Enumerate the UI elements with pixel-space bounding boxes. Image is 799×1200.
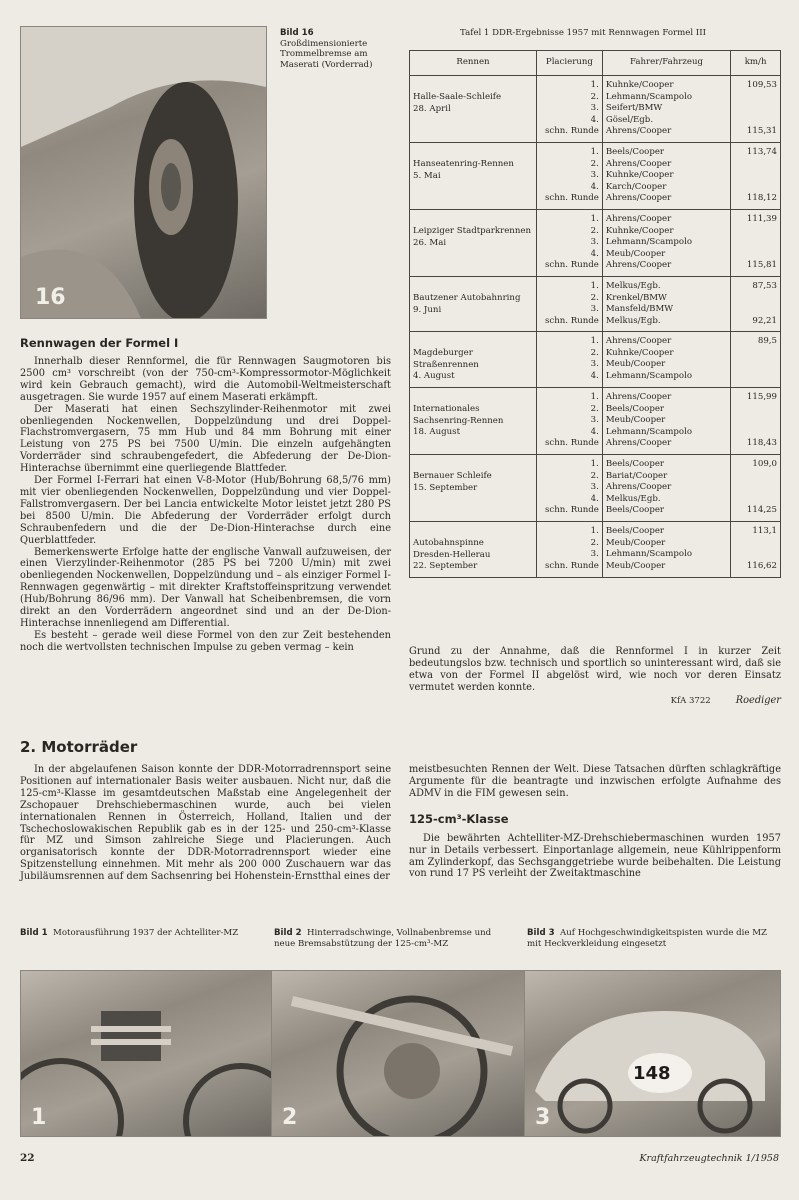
- placement-cell-line: 1.: [590, 80, 599, 90]
- caption-title: Bild 3: [527, 928, 555, 938]
- placement-cell: [536, 455, 602, 522]
- race-cell-line: 4. August: [413, 371, 455, 382]
- paragraph: Die bewährten Achtelliter-MZ-Drehschiebermaschinen wurden 1957 nur in Details verbessert. Einportanlage allgemein, neue Kühlrippenform am Zylinderkopf, das Sechsganggetriebe wurde beibehalten. Die Leistung von rund 17 PS verleiht der Zweitaktmaschine: [409, 832, 781, 880]
- speed-cell-line: [734, 249, 777, 261]
- table-row: [410, 276, 781, 331]
- placement-cell-line: 4.: [590, 493, 599, 504]
- placement-cell-line: schn. Runde: [544, 315, 599, 326]
- placement-cell-line: 4.: [590, 181, 599, 192]
- paragraph: Der Formel I-Ferrari hat einen V-8-Motor (Hub/Bohrung 68,5/76 mm) mit vier obenliegenden Nockenwellen, Doppelzündung und vier Doppel-Fallstromvergasern. Der bei Lancia entwickelte Motor leistet jetzt 280 PS bei 8500 U/min. Die Abfederung der Vorderräder erfolgt durch Schraubenfedern und die der De-Dion-Hinterachse durch eine Querblattfeder.: [20, 475, 391, 546]
- speed-cell-line: [734, 471, 777, 483]
- placement-cell-line: 1.: [590, 526, 599, 536]
- driver-cell-line: Beels/Cooper: [605, 526, 665, 536]
- race-cell-line: 22. September: [413, 561, 478, 572]
- caption-text: Hinterradschwinge, Vollnabenbremse und neue Bremsabstützung der 125-cm³-MZ: [274, 928, 492, 949]
- photo-number: 3: [535, 1105, 551, 1130]
- driver-cell-line: Seifert/BMW: [605, 103, 663, 114]
- driver-cell-line: Ahrens/Cooper: [605, 336, 672, 347]
- driver-cell: [602, 276, 730, 331]
- placement-cell-line: 2.: [590, 292, 599, 303]
- driver-cell-line: Beels/Cooper: [605, 146, 665, 157]
- race-cell: [410, 142, 537, 209]
- speed-cell-line: 115,99: [746, 392, 777, 403]
- driver-cell-line: Lehmann/Scampolo: [605, 91, 692, 102]
- photo-bild-16: [20, 26, 267, 319]
- formel-1-continuation: [409, 646, 781, 708]
- speed-cell-line: [734, 159, 777, 171]
- placement-cell-line: 3.: [590, 549, 599, 560]
- speed-cell-line: [734, 348, 777, 360]
- driver-cell-line: Kuhnke/Cooper: [605, 225, 674, 236]
- photo-bild-1: [20, 970, 272, 1137]
- speed-cell-line: [734, 304, 777, 316]
- driver-cell-line: Gösel/Egb.: [605, 114, 654, 125]
- driver-cell: [602, 76, 730, 143]
- speed-cell-line: [734, 92, 777, 104]
- race-cell-line: Sachsenring-Rennen: [413, 415, 504, 426]
- placement-cell-line: 4.: [590, 426, 599, 437]
- speed-cell-line: 113,1: [752, 526, 777, 536]
- race-cell-line: 5. Mai: [413, 170, 441, 181]
- speed-cell-line: [734, 549, 777, 561]
- speed-cell: [731, 455, 781, 522]
- placement-cell-line: 3.: [590, 359, 599, 370]
- race-cell-line: Leipziger Stadtparkrennen: [413, 225, 531, 236]
- caption-text: Motorausführung 1937 der Achtelliter-MZ: [53, 928, 239, 938]
- col-header-fahrer: Fahrer/Fahrzeug: [602, 51, 730, 76]
- placement-cell-line: 3.: [590, 304, 599, 315]
- race-cell-line: Hanseatenring-Rennen: [413, 158, 514, 169]
- placement-cell-line: 1.: [590, 146, 599, 157]
- driver-cell-line: Ahrens/Cooper: [605, 260, 672, 271]
- driver-cell-line: Melkus/Egb.: [605, 315, 661, 326]
- race-number-plate: 148: [633, 1063, 671, 1084]
- speed-cell-line: 113,74: [746, 146, 777, 157]
- speed-cell-line: 118,43: [746, 438, 777, 449]
- speed-cell-line: 109,53: [746, 80, 777, 90]
- race-cell: [410, 276, 537, 331]
- table-row: [410, 76, 781, 143]
- driver-cell-line: Ahrens/Cooper: [605, 158, 672, 169]
- photo-number: 16: [35, 285, 66, 310]
- speed-cell-line: [734, 237, 777, 249]
- article-author: Roediger: [735, 694, 781, 706]
- placement-cell-line: 4.: [590, 371, 599, 382]
- caption-bild-1: [20, 928, 265, 939]
- section-heading-motorraeder: 2. Motorräder: [20, 738, 138, 756]
- rear-wheel-illustration: [272, 971, 524, 1136]
- photo-bild-3: [524, 970, 781, 1137]
- driver-cell-line: Bariat/Cooper: [605, 470, 668, 481]
- driver-cell-line: Ahrens/Cooper: [605, 126, 672, 137]
- driver-cell-line: Ahrens/Cooper: [605, 193, 672, 204]
- driver-cell-line: Kuhnke/Cooper: [605, 347, 674, 358]
- col-header-placierung: Placierung: [536, 51, 602, 76]
- placement-cell-line: schn. Runde: [544, 193, 599, 204]
- table-row: [410, 142, 781, 209]
- table-row: [410, 522, 781, 578]
- speed-cell: [731, 142, 781, 209]
- speed-cell-line: 109,0: [752, 459, 777, 470]
- paragraph: Innerhalb dieser Rennformel, die für Rennwagen Saugmotoren bis 2500 cm³ vorschreibt (von der 750-cm³-Kompressormotor-Möglichkeit wird kein Gebrauch gemacht), wird die Automobil-Weltmeisterschaft ausgetragen. Sie wurde 1957 auf einem Maserati erkämpft.: [20, 356, 391, 403]
- placement-cell-line: 3.: [590, 237, 599, 248]
- caption-title: Bild 16: [280, 28, 314, 38]
- speed-cell-line: 115,81: [746, 260, 777, 271]
- journal-name: Kraftfahrzeugtechnik 1/1958: [639, 1153, 779, 1164]
- driver-cell: [602, 388, 730, 455]
- driver-cell-line: Beels/Cooper: [605, 505, 665, 516]
- race-cell-line: 26. Mai: [413, 237, 447, 248]
- speed-cell-line: 111,39: [746, 213, 777, 224]
- driver-cell: [602, 455, 730, 522]
- speed-cell-line: [734, 170, 777, 182]
- placement-cell-line: schn. Runde: [544, 560, 599, 571]
- driver-cell-line: Ahrens/Cooper: [605, 213, 672, 224]
- race-cell-line: 15. September: [413, 482, 478, 493]
- paragraph: meistbesuchten Rennen der Welt. Diese Tatsachen dürften schlagkräftige Argumente für die beantragte und inzwischen erfolgte Aufnahme des ADMV in die FIM gewesen sein.: [409, 764, 781, 799]
- section-heading-formel-1: Rennwagen der Formel I: [20, 336, 179, 350]
- placement-cell-line: 3.: [590, 103, 599, 114]
- speed-cell: [731, 276, 781, 331]
- article-signature: [409, 695, 781, 708]
- driver-cell-line: Ahrens/Cooper: [605, 438, 672, 449]
- placement-cell-line: 4.: [590, 248, 599, 259]
- race-cell-line: Autobahnspinne: [413, 538, 484, 548]
- race-cell-line: Bernauer Schleife: [413, 471, 492, 482]
- page-number: 22: [20, 1152, 35, 1164]
- racing-motorcycle-illustration: [525, 971, 780, 1136]
- race-cell-line: Bautzener Autobahnring: [413, 292, 521, 303]
- placement-cell: [536, 522, 602, 578]
- placement-cell-line: 3.: [590, 415, 599, 426]
- placement-cell-line: schn. Runde: [544, 505, 599, 516]
- driver-cell-line: Meub/Cooper: [605, 248, 666, 259]
- speed-cell: [731, 522, 781, 578]
- speed-cell: [731, 332, 781, 388]
- paragraph: Es besteht – gerade weil diese Formel von den zur Zeit bestehenden noch die wertvollsten technischen Impulse zu geben vermag – kein: [20, 629, 391, 653]
- table-row: [410, 455, 781, 522]
- speed-cell-line: [734, 115, 777, 127]
- driver-cell-line: Ahrens/Cooper: [605, 392, 672, 403]
- caption-bild-3: [527, 928, 781, 949]
- placement-cell-line: schn. Runde: [544, 260, 599, 271]
- driver-cell-line: Lehmann/Scampolo: [605, 237, 692, 248]
- speed-cell-line: [734, 482, 777, 494]
- placement-cell: [536, 276, 602, 331]
- race-cell: [410, 522, 537, 578]
- race-cell: [410, 332, 537, 388]
- placement-cell: [536, 332, 602, 388]
- motorraeder-left-column: [20, 764, 391, 883]
- placement-cell-line: 1.: [590, 336, 599, 347]
- caption-text: Großdimensionierte Trommelbremse am Maserati (Vorderrad): [280, 38, 373, 70]
- photo-number: 1: [31, 1105, 47, 1130]
- race-cell-line: Internationales: [413, 404, 480, 415]
- speed-cell-line: [734, 371, 777, 383]
- driver-cell: [602, 522, 730, 578]
- caption-title: Bild 1: [20, 928, 48, 938]
- placement-cell-line: 2.: [590, 225, 599, 236]
- speed-cell-line: 87,53: [752, 280, 777, 291]
- speed-cell: [731, 209, 781, 276]
- engine-illustration: [21, 971, 271, 1136]
- results-table-body: [410, 76, 781, 578]
- race-cell-line: 18. August: [413, 427, 461, 438]
- placement-cell-line: 1.: [590, 213, 599, 224]
- speed-cell-line: [734, 103, 777, 115]
- paragraph: Der Maserati hat einen Sechszylinder-Reihenmotor mit zwei obenliegenden Nockenwellen, Doppelzündung und drei Doppel-Flachstromvergasern, 75 mm Hub und 84 mm Bohrung mit einer Leistung von 275 PS bei 7500 U/min. Die einzeln aufgehängten Vorderräder sind schraubengefedert, die Abfederung der De-Dion-Hinterachse übernimmt eine querliegende Blattfeder.: [20, 403, 391, 475]
- speed-cell-line: 89,5: [757, 336, 777, 347]
- placement-cell-line: 1.: [590, 392, 599, 403]
- sub-heading-125: 125-cm³-Klasse: [409, 811, 509, 826]
- caption-bild-2: [274, 928, 514, 949]
- placement-cell: [536, 142, 602, 209]
- placement-cell-line: 3.: [590, 482, 599, 493]
- speed-cell-line: [734, 538, 777, 550]
- speed-cell-line: [734, 494, 777, 506]
- placement-cell-line: schn. Runde: [544, 438, 599, 449]
- motorraeder-right-column: [409, 764, 781, 880]
- table-row: [410, 388, 781, 455]
- speed-cell-line: 115,31: [746, 126, 777, 137]
- placement-cell-line: 2.: [590, 537, 599, 548]
- placement-cell-line: 2.: [590, 403, 599, 414]
- driver-cell-line: Mansfeld/BMW: [605, 304, 674, 315]
- driver-cell-line: Krenkel/BMW: [605, 292, 667, 303]
- continuation-text: Grund zu der Annahme, daß die Rennformel I in kurzer Zeit bedeutungslos bzw. technisch und sportlich so uninteressant wird, daß sie etwa von der Formel II abgelöst wird, wie noch vor deren Einsatz vermutet werden konnte.: [409, 646, 781, 693]
- speed-cell-line: 92,21: [752, 315, 777, 326]
- paragraph: Bemerkenswerte Erfolge hatte der englische Vanwall aufzuweisen, der einen Vierzylinder-Reihenmotor (285 PS bei 7200 U/min) mit zwei obenliegenden Nockenwellen, Doppelzündung und – als einziger Formel I-Rennwagen gegenwärtig – mit direkter Kraftstoffeinspritzung verwendet (Hub/Bohrung 86/96 mm). Der Vanwall hat Scheibenbremsen, die vorn direkt an den Vorderrädern angeordnet sind und an der De-Dion-Hinterachse innenliegend am Differential.: [20, 546, 391, 629]
- speed-cell-line: [734, 404, 777, 416]
- driver-cell-line: Karch/Cooper: [605, 181, 667, 192]
- driver-cell-line: Meub/Cooper: [605, 560, 666, 571]
- driver-cell-line: Beels/Cooper: [605, 459, 665, 470]
- placement-cell-line: 3.: [590, 170, 599, 181]
- driver-cell: [602, 142, 730, 209]
- table-title: [460, 28, 780, 39]
- driver-cell-line: Melkus/Egb.: [605, 493, 661, 504]
- race-cell: [410, 209, 537, 276]
- placement-cell: [536, 388, 602, 455]
- speed-cell-line: [734, 415, 777, 427]
- race-cell-line: Straßenrennen: [413, 359, 479, 370]
- placement-cell-line: 1.: [590, 459, 599, 470]
- placement-cell: [536, 76, 602, 143]
- caption-text: Auf Hochgeschwindigkeitspisten wurde die MZ mit Heckverkleidung eingesetzt: [527, 928, 767, 949]
- placement-cell-line: 1.: [590, 280, 599, 291]
- photo-number: 2: [282, 1105, 298, 1130]
- placement-cell-line: 2.: [590, 158, 599, 169]
- wheel-drum-brake-illustration: [21, 27, 266, 318]
- driver-cell-line: Beels/Cooper: [605, 403, 665, 414]
- speed-cell: [731, 76, 781, 143]
- driver-cell-line: Lehmann/Scampolo: [605, 371, 692, 382]
- placement-cell-line: schn. Runde: [544, 126, 599, 137]
- placement-cell-line: 2.: [590, 470, 599, 481]
- formel-1-body: [20, 356, 391, 654]
- driver-cell-line: Meub/Cooper: [605, 359, 666, 370]
- col-header-rennen: Rennen: [410, 51, 537, 76]
- driver-cell-line: Kuhnke/Cooper: [605, 80, 674, 90]
- driver-cell-line: Kuhnke/Cooper: [605, 170, 674, 181]
- race-cell-line: Magdeburger: [413, 348, 473, 359]
- driver-cell-line: Ahrens/Cooper: [605, 482, 672, 493]
- driver-cell: [602, 332, 730, 388]
- speed-cell-line: [734, 182, 777, 194]
- driver-cell-line: Lehmann/Scampolo: [605, 549, 692, 560]
- section-formel-1: [20, 336, 391, 654]
- race-cell-line: 9. Juni: [413, 304, 442, 315]
- placement-cell-line: 2.: [590, 91, 599, 102]
- speed-cell: [731, 388, 781, 455]
- race-cell: [410, 388, 537, 455]
- speed-cell-line: 116,62: [746, 560, 777, 571]
- table-row: [410, 332, 781, 388]
- article-ref: KfA 3722: [670, 695, 711, 706]
- speed-cell-line: 118,12: [746, 193, 777, 204]
- driver-cell-line: Lehmann/Scampolo: [605, 426, 692, 437]
- race-cell-line: Halle-Saale-Schleife: [413, 92, 502, 102]
- placement-cell: [536, 209, 602, 276]
- race-cell-line: 28. April: [413, 103, 451, 114]
- driver-cell-line: Meub/Cooper: [605, 537, 666, 548]
- placement-cell-line: 2.: [590, 347, 599, 358]
- race-cell-line: Dresden-Hellerau: [413, 549, 491, 560]
- caption-title: Bild 2: [274, 928, 302, 938]
- race-cell: [410, 76, 537, 143]
- driver-cell: [602, 209, 730, 276]
- paragraph: In der abgelaufenen Saison konnte der DDR-Motorradrennsport seine Positionen auf internationaler Basis weiter ausbauen. Nicht nur, daß die 125-cm³-Klasse im gesamtdeutschen Maßstab eine Angelegenheit der Zschopauer Drehschiebermaschinen wurde, auch bei vielen internationalen Rennen in Österreich, Holland, Italien und der Tschechoslowakischen Republik gab es in der 125- und 250-cm³-Klasse für MZ und Simson zahlreiche Siege und Placierungen. Auch organisatorisch konnte der DDR-Motorradrennsport wieder eine Spitzenstellung einnehmen. Mit mehr als 200 000 Zuschauern war das Jubiläumsrennen auf dem Sachsenring bei Hohenstein-Ernstthal eines der: [20, 764, 391, 883]
- race-cell: [410, 455, 537, 522]
- photo-bild-2: [271, 970, 525, 1137]
- speed-cell-line: [734, 359, 777, 371]
- speed-cell-line: [734, 427, 777, 439]
- speed-cell-line: 114,25: [746, 505, 777, 516]
- driver-cell-line: Melkus/Egb.: [605, 280, 661, 291]
- driver-cell-line: Meub/Cooper: [605, 415, 666, 426]
- results-table: [409, 50, 781, 578]
- results-table-wrap: [409, 50, 781, 578]
- placement-cell-line: 4.: [590, 114, 599, 125]
- speed-cell-line: [734, 226, 777, 238]
- table-title-text: Tafel 1 DDR-Ergebnisse 1957 mit Rennwagen Formel III: [460, 28, 706, 38]
- col-header-kmh: km/h: [731, 51, 781, 76]
- caption-bild-16: [280, 28, 395, 70]
- table-row: [410, 209, 781, 276]
- speed-cell-line: [734, 293, 777, 305]
